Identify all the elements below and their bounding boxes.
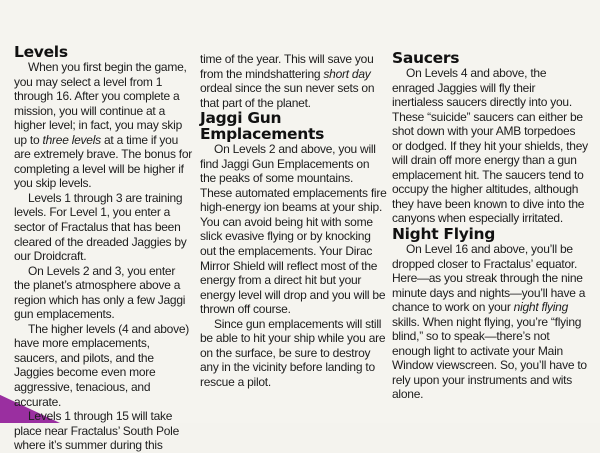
section-heading: Levels [14, 43, 68, 61]
column-1 [14, 44, 194, 453]
text-run: On Levels 4 and above, the enraged Jaggies will fly their inertialess saucers directly into you. These “suicide” saucers can either be shot down with your AMB torpedoes or dodged. If they hit your shields, they will drain off more energy than a gun emplacement hit. The saucers tend to occupy the higher altitudes, although they have been known to dive into the canyons when especially irritated. [392, 66, 588, 226]
body-paragraph [14, 322, 194, 409]
italic-text: three levels [42, 132, 101, 147]
text-run: The higher levels (4 and above) have more emplacements, saucers, and pilots, and the Jaggies become even more aggressive, tenacious, and accurate. [14, 321, 190, 409]
text-run: On Levels 2 and above, you will find Jaggi Gun Emplacements on the peaks of some mountains. These automated emplacements fire high-energy ion beams at your ship. You can avoid being hit with some slick evasive flying or by knocking out the emplacements. Your Dirac Mirror Shield will reflect most of the energy from a direct hit but your energy level will drop and you will be thrown off course. [200, 142, 387, 317]
text-run: at a time if you are extremely brave. The bonus for completing a level will be higher if you skip levels. [14, 132, 193, 191]
italic-text: short day [323, 66, 371, 81]
text-run: On Levels 2 and 3, you enter the planet’s atmosphere above a region which has only a few Jaggi gun emplacements. [14, 263, 186, 322]
section-heading: Night Flying [392, 225, 496, 244]
body-paragraph [14, 409, 194, 453]
text-run: When you first begin the game, you may select a level from 1 through 16. After you complete a mission, you will continue at a higher level; in fact, you may skip up to [14, 60, 187, 147]
body-paragraph [14, 191, 194, 264]
text-run: On Level 16 and above, you’ll be dropped closer to Fractalus’ equator. Here—as you streak through the nine minute days and nights—you’ll have a chance to work on your [392, 242, 586, 315]
body-paragraph [200, 142, 388, 317]
text-run: Since gun emplacements will still be able to hit your ship while you are on the surface, be sure to destroy any in the vicinity before landing to rescue a pilot. [200, 316, 386, 389]
text-run: ordeal since the sun never sets on that part of the planet. [200, 81, 375, 110]
text-run: Levels 1 through 3 are training levels. For Level 1, you enter a sector of Fractalus that has been cleared of the dreaded Jaggies by our Droidcraft. [14, 190, 187, 264]
section-heading: Saucers [392, 49, 460, 67]
italic-text: night flying [513, 300, 569, 315]
column-2 [200, 52, 388, 389]
body-paragraph [200, 52, 388, 110]
body-paragraph [392, 242, 588, 402]
column-3 [392, 50, 588, 402]
body-paragraph [392, 66, 588, 226]
section-heading: Jaggi Gun Emplacements [200, 109, 325, 144]
text-run: skills. When night flying, you’re “flying blind,” so to speak—there’s not enough light to activate your Main Window viewscreen. So, you’ll have to rely upon your instruments and wits alone. [392, 314, 587, 402]
body-paragraph [14, 264, 194, 322]
body-paragraph [200, 317, 388, 390]
text-run: time of the year. This will save you from the mindshattering [200, 52, 374, 81]
text-run: Levels 1 through 15 will take place near Fractalus’ South Pole where it’s summer during this [14, 409, 179, 453]
body-paragraph [14, 60, 194, 191]
